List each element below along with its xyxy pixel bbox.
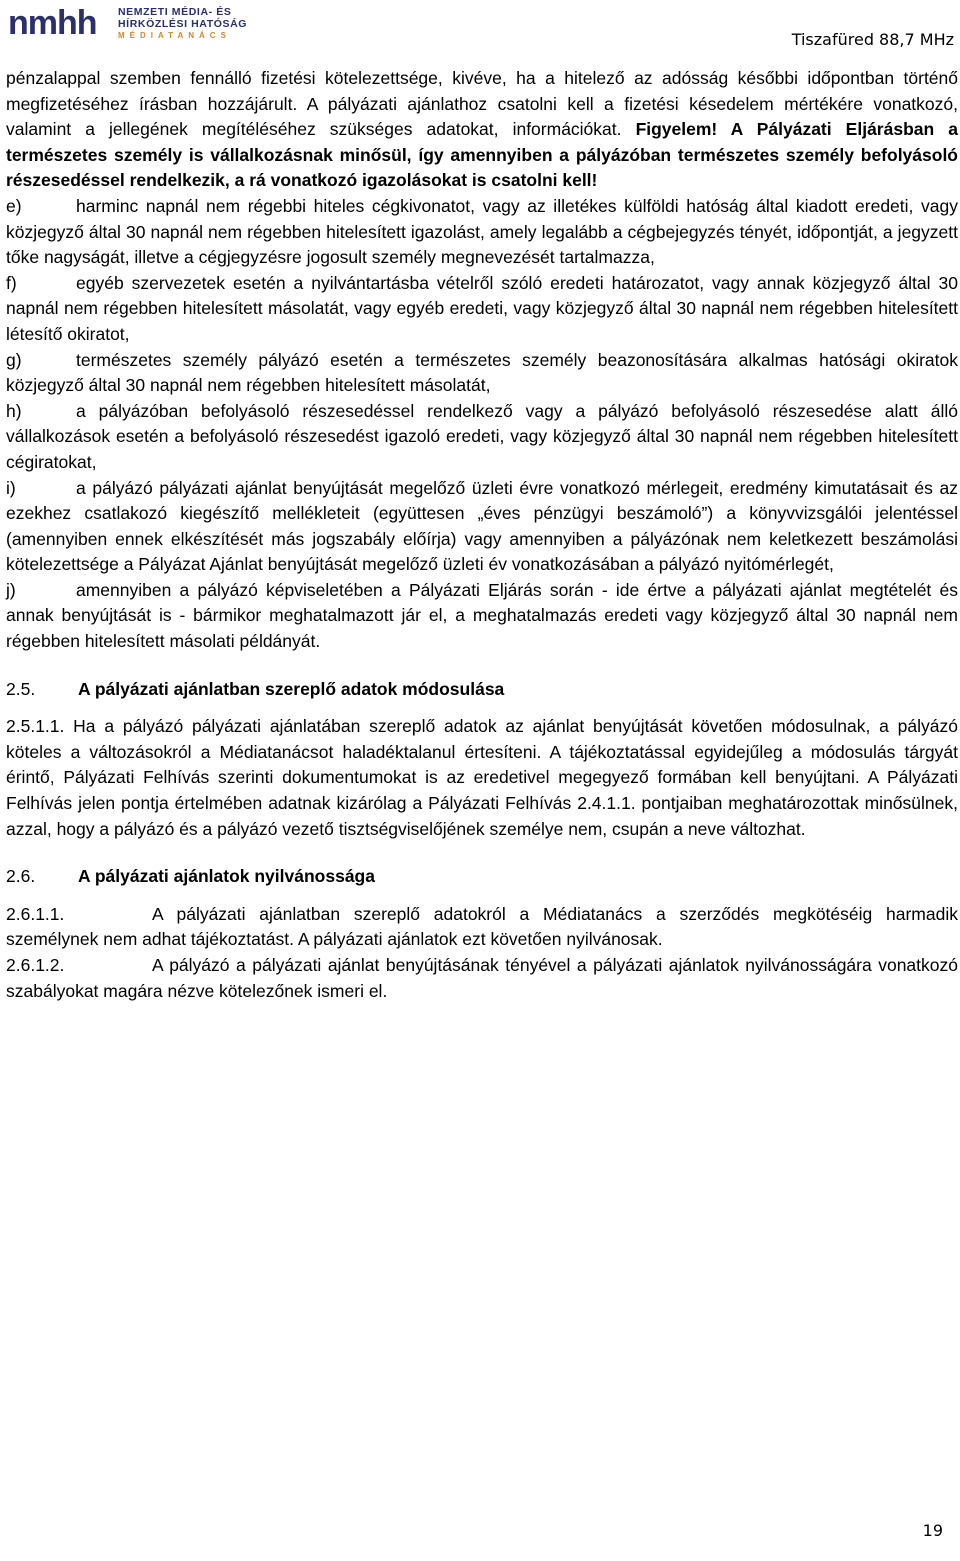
paragraph-2-5-1-1: 2.5.1.1. Ha a pályázó pályázati ajánlatában szereplő adatok az ajánlat benyújtását követően módosulnak, a pályázó köteles a változásokról a Médiatanácsot haladéktalanul értesíteni. A tájékoztatással egyidejűleg a módosulás tárgyát érintő, Pályázati Felhívás szerinti dokumentumokat is az eredetivel megegyező formában kell benyújtani. A Pályázati Felhívás jelen pontja értelmében adatnak kizárólag a Pályázati Felhívás 2.4.1.1. pontjaiban meghatározottak minősülnek, azzal, hogy a pályázó és a pályázó vezető tisztségviselőjének személye nem, csupán a neve változhat. <box>6 716 958 839</box>
paragraph-2-6-1-2 <box>6 953 958 1004</box>
logo-line-3: MÉDIATANÁCS <box>118 31 231 40</box>
nmhh-logo-mark <box>8 4 112 44</box>
attention-notice: Figyelem! A Pályázati Eljárásban a természetes személy is vállalkozásnak minősül, így amennyiben a pályázóban természetes személy befolyásoló részesedéssel rendelkezik, a rá vonatkozó igazolásokat is csatolni kell! <box>6 119 958 191</box>
list-label: i) <box>6 477 16 498</box>
logo-line-1: NEMZETI MÉDIA- ÉS <box>118 6 232 18</box>
list-item-h <box>6 399 958 476</box>
list-label: h) <box>6 400 22 421</box>
paragraph-text: A pályázati ajánlatban szereplő adatokról a Médiatanács a szerződés megkötéséig harmadik személynek nem adhat tájékoztatást. A pályázati ajánlatok ezt követően nyilvánosak. <box>6 903 958 950</box>
logo-line-2: HÍRKÖZLÉSI HATÓSÁG <box>118 18 248 30</box>
list-item-i <box>6 476 958 578</box>
list-label: e) <box>6 195 22 216</box>
list-item-g <box>6 348 958 399</box>
section-title: A pályázati ajánlatok nyilvánossága <box>78 866 375 887</box>
nmhh-logo <box>8 4 248 44</box>
paragraph-number: 2.6.1.2. <box>6 955 65 975</box>
list-text: amennyiben a pályázó képviseletében a Pályázati Eljárás során - ide értve a pályázati ajánlat megtételét és annak benyújtását is - bármikor meghatalmazott jár el, a meghatalmazás eredeti vagy közjegyző által 30 napnál nem régebben hitelesített másolati példányát. <box>6 579 958 652</box>
list-text: egyéb szervezetek esetén a nyilvántartásba vételről szóló eredeti határozatot, vagy annak közjegyző által 30 napnál nem régebben hitelesített másolatát, vagy egyéb eredeti, vagy közjegyző által 30 napnál nem régebben hitelesített létesítő okiratot, <box>6 272 958 344</box>
list-label: g) <box>6 349 22 370</box>
paragraph-2-6-1-1 <box>6 902 958 953</box>
logo-mark-text: nmhh <box>8 4 97 42</box>
section-number: 2.5. <box>6 678 36 699</box>
list-text: a pályázó pályázati ajánlat benyújtását megelőző üzleti évre vonatkozó mérlegeit, eredmény kimutatásait és az ezekhez csatlakozó kiegészítő mellékleteit (együttesen „éves pénzügyi beszámoló”) a könyvvizsgálói jelentéssel (amennyiben ennek elkészítését más jogszabály előírja) vagy amennyiben a pályázónak nem keletkezett beszámolási kötelezettsége a Pályázat Ajánlat benyújtását megelőző üzleti év vonatkozásában a pályázó nyitómérlegét, <box>6 477 958 575</box>
station-name: Tiszafüred 88,7 MHz <box>791 30 954 49</box>
section-number: 2.6. <box>6 866 36 887</box>
page-number: 19 <box>922 1521 943 1540</box>
list-item-f <box>6 271 958 348</box>
section-heading-2-5 <box>6 677 958 703</box>
paragraph-number: 2.6.1.1. <box>6 903 65 924</box>
document-body <box>6 66 958 1004</box>
paragraph-text: pénzalappal szemben fennálló fizetési kötelezettsége, kivéve, ha a hitelező az adósság későbbi időpontban történő megfizetéséhez írásban hozzájárult. A pályázati ajánlathoz csatolni kell a fizetési késedelem mértékére vonatkozó, valamint a jellegének megítéléséhez szükséges adatokat, információkat. <box>6 68 958 140</box>
list-item-j <box>6 578 958 655</box>
list-text: harminc napnál nem régebbi hiteles cégkivonatot, vagy az illetékes külföldi hatóság által kiadott eredeti, vagy közjegyző által 30 napnál nem régebben hitelesített igazolást, amely legalább a cégbejegyzés tényét, időpontját, a jegyzett tőke nagyságát, illetve a cégjegyzésre jogosult személy megnevezését tartalmazza, <box>6 195 958 268</box>
list-label: f) <box>6 272 17 293</box>
list-item-e <box>6 194 958 271</box>
page-header <box>0 0 960 56</box>
paragraph-text: A pályázó a pályázati ajánlat benyújtásának tényével a pályázati ajánlatok nyilvánosságára vonatkozó szabályokat magára nézve kötelezőnek ismeri el. <box>6 955 958 1001</box>
paragraph-payment <box>6 66 958 194</box>
section-heading-2-6 <box>6 864 958 890</box>
list-label: j) <box>6 579 16 600</box>
section-title: A pályázati ajánlatban szereplő adatok módosulása <box>78 678 505 699</box>
list-text: a pályázóban befolyásoló részesedéssel rendelkező vagy a pályázó befolyásoló részesedése alatt álló vállalkozások esetén a befolyásoló részesedést igazoló eredeti, vagy közjegyző által 30 napnál nem régebben hitelesített cégiratokat, <box>6 400 958 472</box>
list-text: természetes személy pályázó esetén a természetes személy beazonosítására alkalmas hatósági okiratok közjegyző által 30 napnál nem régebben hitelesített másolatát, <box>6 349 958 396</box>
